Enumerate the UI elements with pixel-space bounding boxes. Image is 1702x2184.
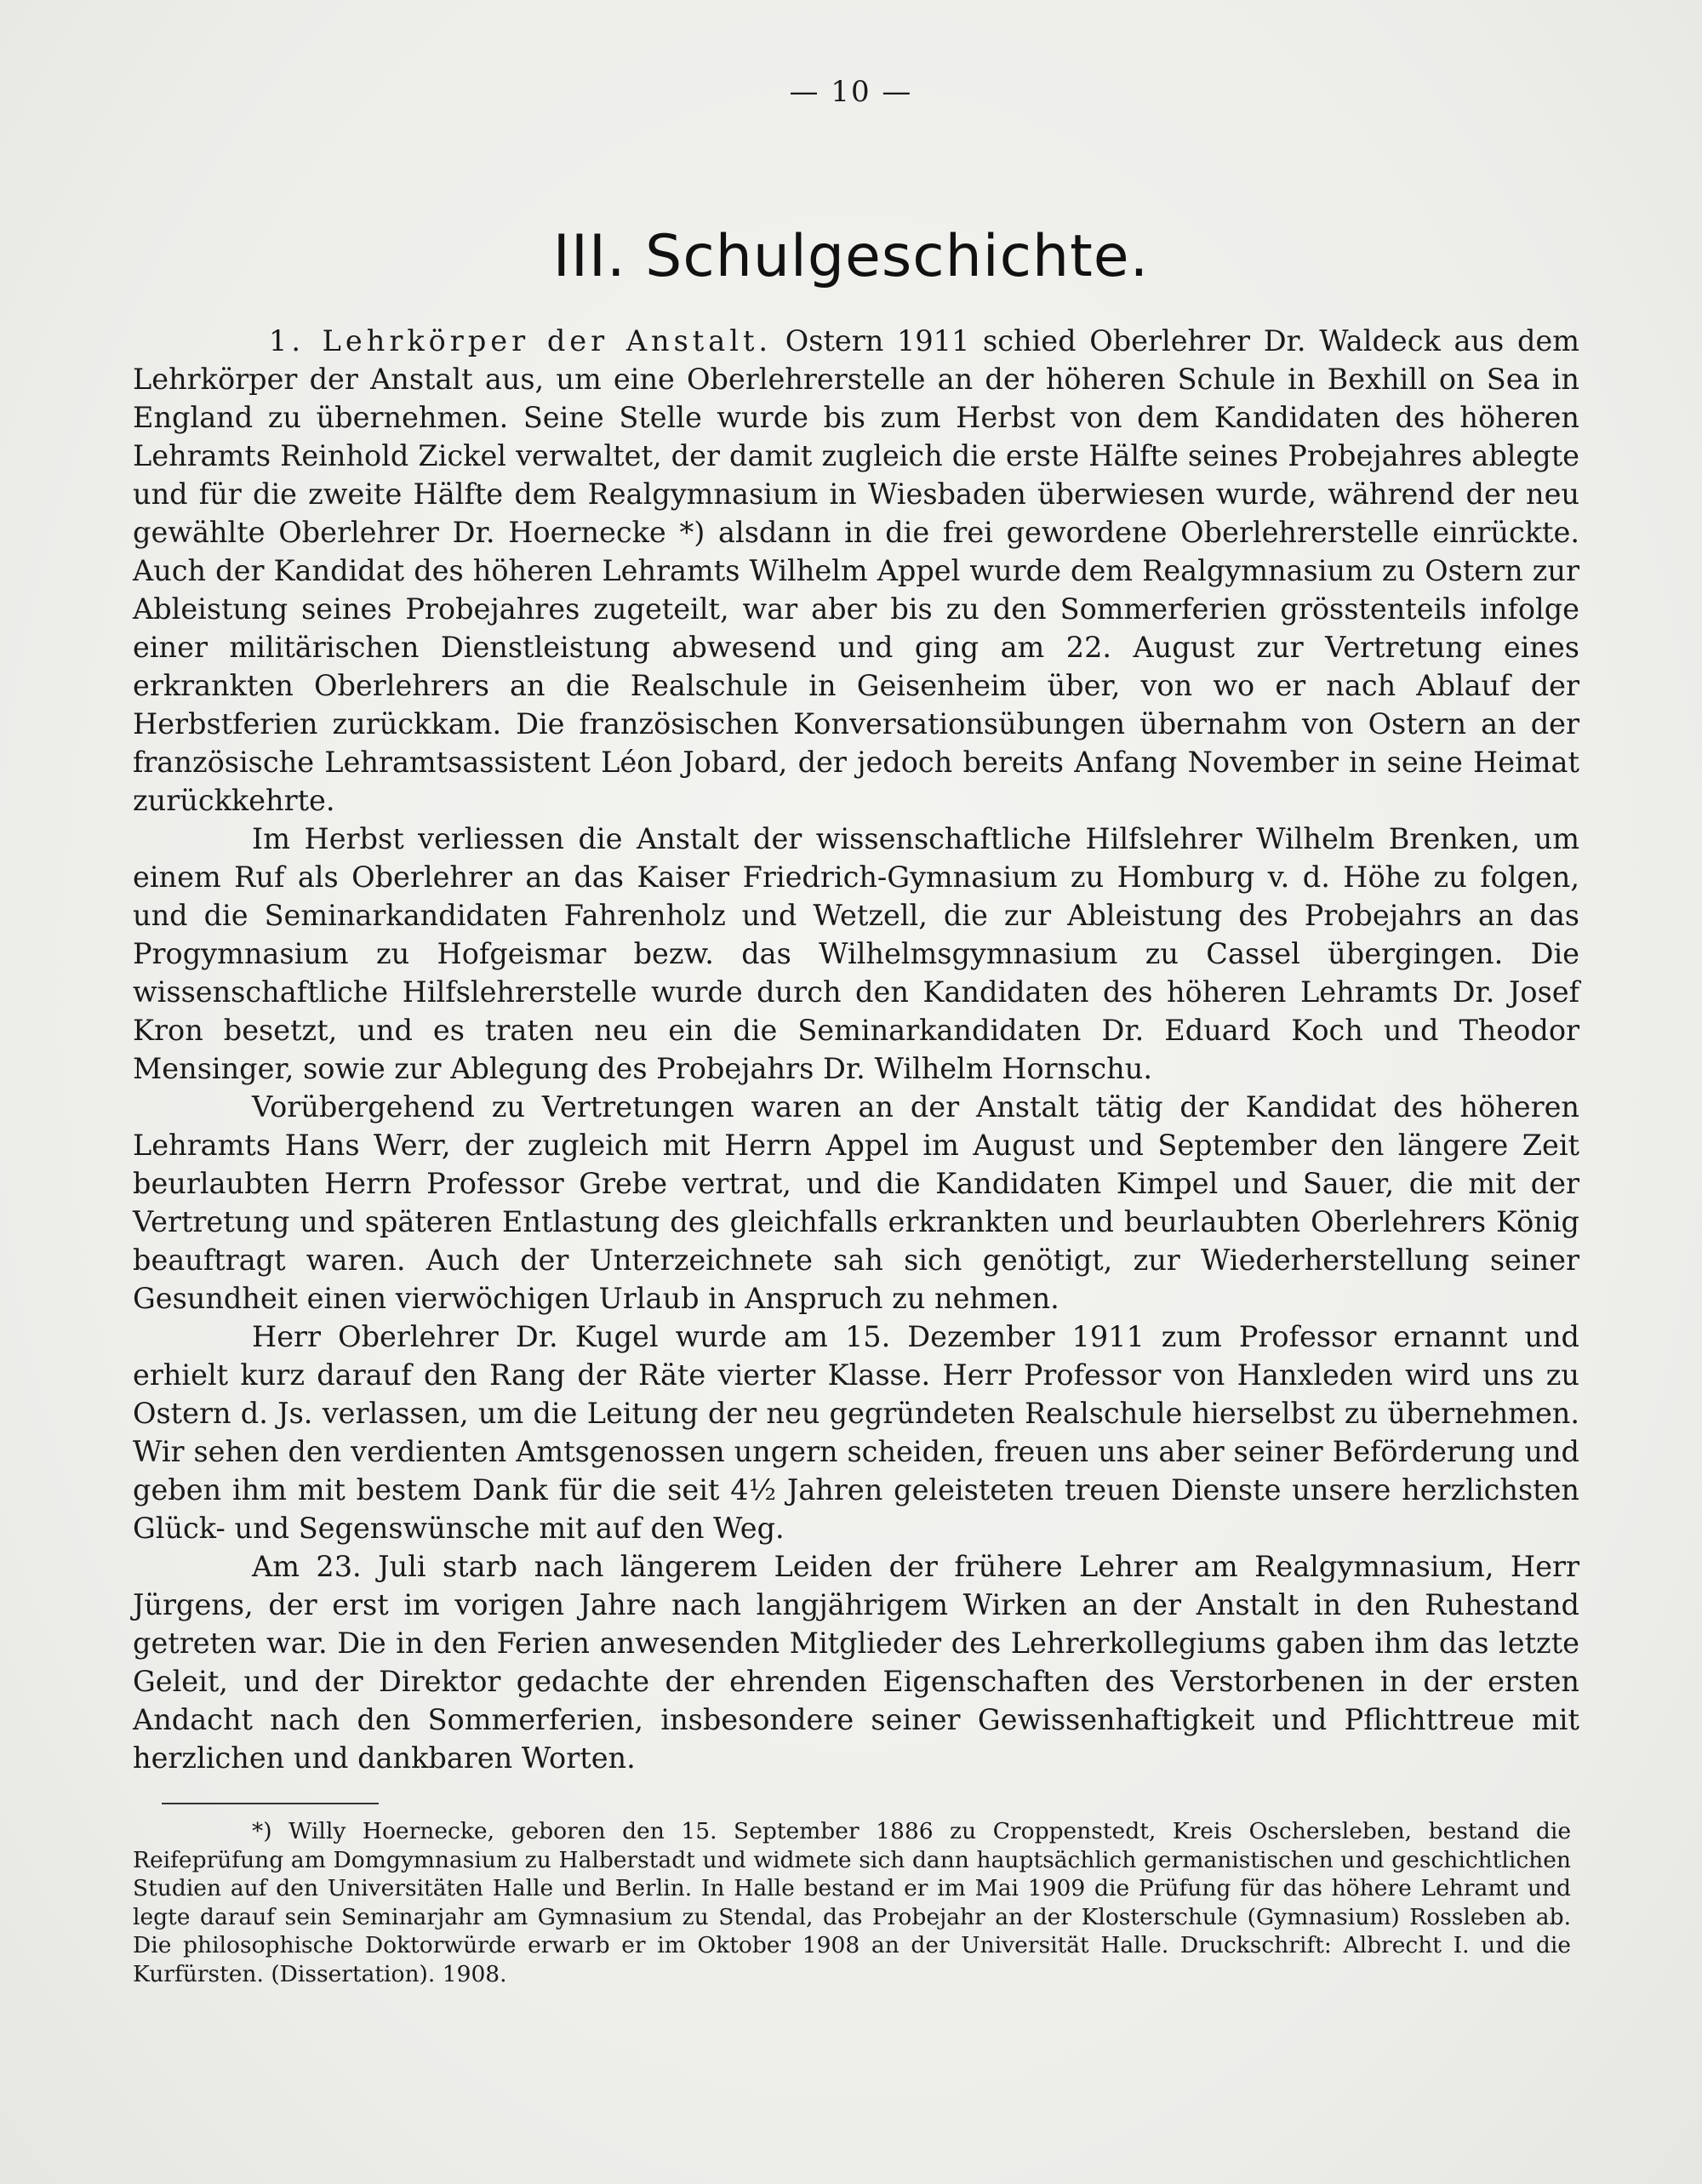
section-title: III. Schulgeschichte.: [552, 223, 1150, 290]
footnote: [133, 1817, 1571, 1988]
footnote-divider: [162, 1803, 379, 1804]
page-number: — 10 —: [789, 75, 913, 109]
paragraph-text: Ostern 1911 schied Oberlehrer Dr. Waldeck aus dem Lehrkörper der Anstalt aus, um eine Oberlehrerstelle an der höheren Schule in Bexhill on Sea in England zu übernehmen. Seine Stelle wurde bis zum Herbst von dem Kandidaten des höheren Lehramts Reinhold Zickel verwaltet, der damit zugleich die erste Hälfte seines Probejahres ablegte und für die zweite Hälfte dem Realgymnasium in Wiesbaden überwiesen wurde, während der neu gewählte Oberlehrer Dr. Hoernecke *) alsdann in die frei gewordene Oberlehrerstelle einrückte. Auch der Kandidat des höheren Lehramts Wilhelm Appel wurde dem Realgymnasium zu Ostern zur Ableistung seines Probejahres zugeteilt, war aber bis zu den Sommerferien grösstenteils infolge einer militärischen Dienstleistung abwesend und ging am 22. August zur Vertretung eines erkrankten Oberlehrers an die Realschule in Geisenheim über, von wo er nach Ablauf der Herbstferien zurückkam. Die französischen Konversationsübungen übernahm von Ostern an der französische Lehramtsassistent Léon Jobard, der jedoch bereits Anfang November in seine Heimat zurückkehrte.: [133, 324, 1580, 817]
paragraph-autumn-departures: Im Herbst verliessen die Anstalt der wissenschaftliche Hilfslehrer Wilhelm Brenken, um einem Ruf als Oberlehrer an das Kaiser Friedrich-Gymnasium zu Homburg v. d. Höhe zu folgen, und die Seminarkandidaten Fahrenholz und Wetzell, die zur Ableistung des Probejahrs an das Progymnasium zu Hofgeismar bezw. das Wilhelmsgymnasium zu Cassel übergingen. Die wissenschaftliche Hilfslehrerstelle wurde durch den Kandidaten des höheren Lehramts Dr. Josef Kron besetzt, und es traten neu ein die Seminarkandidaten Dr. Eduard Koch und Theodor Mensinger, sowie zur Ablegung des Probejahrs Dr. Wilhelm Hornschu.: [133, 822, 1579, 1085]
subsection-heading: 1. Lehrkörper der Anstalt.: [269, 324, 773, 357]
paragraph-temporary-substitutes: Vorübergehend zu Vertretungen waren an der Anstalt tätig der Kandidat des höheren Lehramts Hans Werr, der zugleich mit Herrn Appel im August und September den längere Zeit beurlaubten Herrn Professor Grebe vertrat, und die Kandidaten Kimpel und Sauer, die mit der Vertretung und späteren Entlastung des gleichfalls erkrankten und beurlaubten Oberlehrers König beauftragt waren. Auch der Unterzeichnete sah sich genötigt, zur Wiederherstellung seiner Gesundheit einen vierwöchigen Urlaub in Anspruch zu nehmen.: [133, 1090, 1579, 1315]
body-text: [133, 322, 1579, 1777]
footnote-text: *) Willy Hoernecke, geboren den 15. September 1886 zu Croppenstedt, Kreis Oschersleben, bestand die Reifeprüfung am Domgymnasium zu Halberstadt und widmete sich dann hauptsächlich germanistischen und geschichtlichen Studien auf den Universitäten Halle und Berlin. In Halle bestand er im Mai 1909 die Prüfung für das höhere Lehramt und legte darauf sein Seminarjahr am Gymnasium zu Stendal, das Probejahr an der Klosterschule (Gymnasium) Rossleben ab. Die philosophische Doktorwürde erwarb er im Oktober 1908 an der Universität Halle. Druckschrift: Albrecht I. und die Kurfürsten. (Dissertation). 1908.: [133, 1818, 1571, 1987]
paragraph-promotions: Herr Oberlehrer Dr. Kugel wurde am 15. Dezember 1911 zum Professor ernannt und erhielt kurz darauf den Rang der Räte vierter Klasse. Herr Professor von Hanxleden wird uns zu Ostern d. Js. verlassen, um die Leitung der neu gegründeten Realschule hierselbst zu übernehmen. Wir sehen den verdienten Amtsgenossen ungern scheiden, freuen uns aber seiner Beförderung und geben ihm mit bestem Dank für die seit 4½ Jahren geleisteten treuen Dienste unsere herzlichsten Glück- und Segenswünsche mit auf den Weg.: [133, 1320, 1579, 1545]
paragraph-obituary: Am 23. Juli starb nach längerem Leiden der frühere Lehrer am Realgymnasium, Herr Jürgens, der erst im vorigen Jahre nach langjährigem Wirken an der Anstalt in den Ruhestand getreten war. Die in den Ferien anwesenden Mitglieder des Lehrerkollegiums gaben ihm das letzte Geleit, und der Direktor gedachte der ehrenden Eigenschaften des Verstorbenen in der ersten Andacht nach den Sommerferien, insbesondere seiner Gewissenhaftigkeit und Pflichttreue mit herzlichen und dankbaren Worten.: [133, 1550, 1579, 1775]
paragraph-teaching-staff: [133, 322, 1579, 820]
